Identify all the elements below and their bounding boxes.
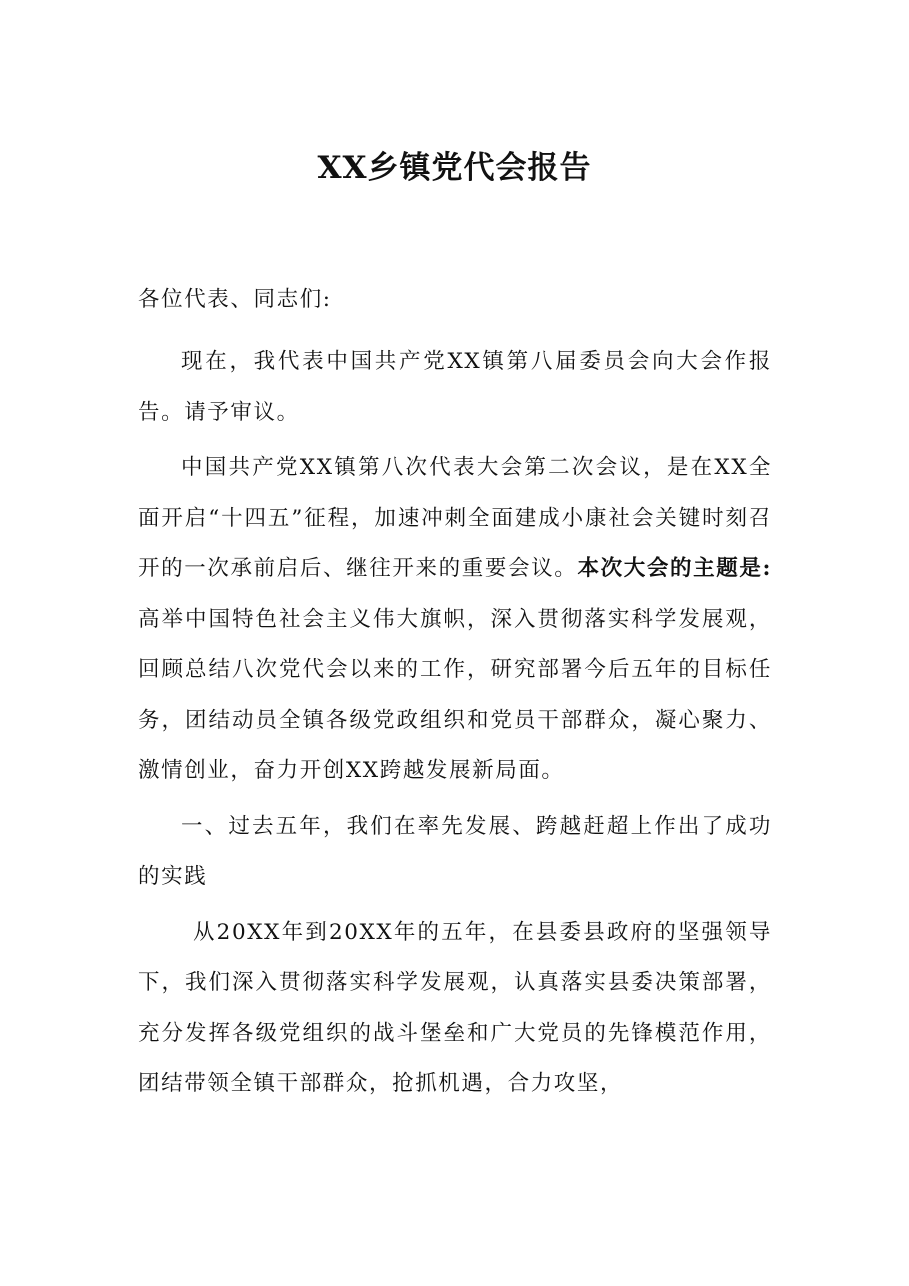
- paragraph-opening: 现在，我代表中国共产党XX镇第八届委员会向大会作报告。请予审议。: [138, 349, 772, 425]
- salutation: 各位代表、同志们:: [138, 287, 332, 312]
- paragraph-five-years: [138, 908, 772, 1110]
- section-heading-one: 一、过去五年，我们在率先发展、跨越赶超上作出了成功的实践: [138, 813, 772, 889]
- document-body: [138, 337, 772, 1110]
- theme-label: 本次大会的主题是:: [577, 556, 772, 581]
- paragraph-meeting-theme: [138, 443, 772, 797]
- document-title: XX乡镇党代会报告: [317, 150, 592, 186]
- paragraph-meeting-context: 中国共产党XX镇第八次代表大会第二次会议，是在XX全面开启“十四五”征程，加速冲刺全面建成小康社会关键时刻召开的一次承前启后、继往开来的重要会议。: [138, 455, 772, 581]
- theme-content: 高举中国特色社会主义伟大旗帜，深入贯彻落实科学发展观，回顾总结八次党代会以来的工作，研究部署今后五年的目标任务，团结动员全镇各级党政组织和党员干部群众，凝心聚力、激情创业，奋力开创XX跨越发展新局面。: [138, 606, 772, 783]
- paragraph-five-years-text: 从20XX年到20XX年的五年，在县委县政府的坚强领导下，我们深入贯彻落实科学发展观，认真落实县委决策部署，充分发挥各级党组织的战斗堡垒和广大党员的先锋模范作用，团结带领全镇干部群众，抢抓机遇，合力攻坚，: [138, 919, 772, 1096]
